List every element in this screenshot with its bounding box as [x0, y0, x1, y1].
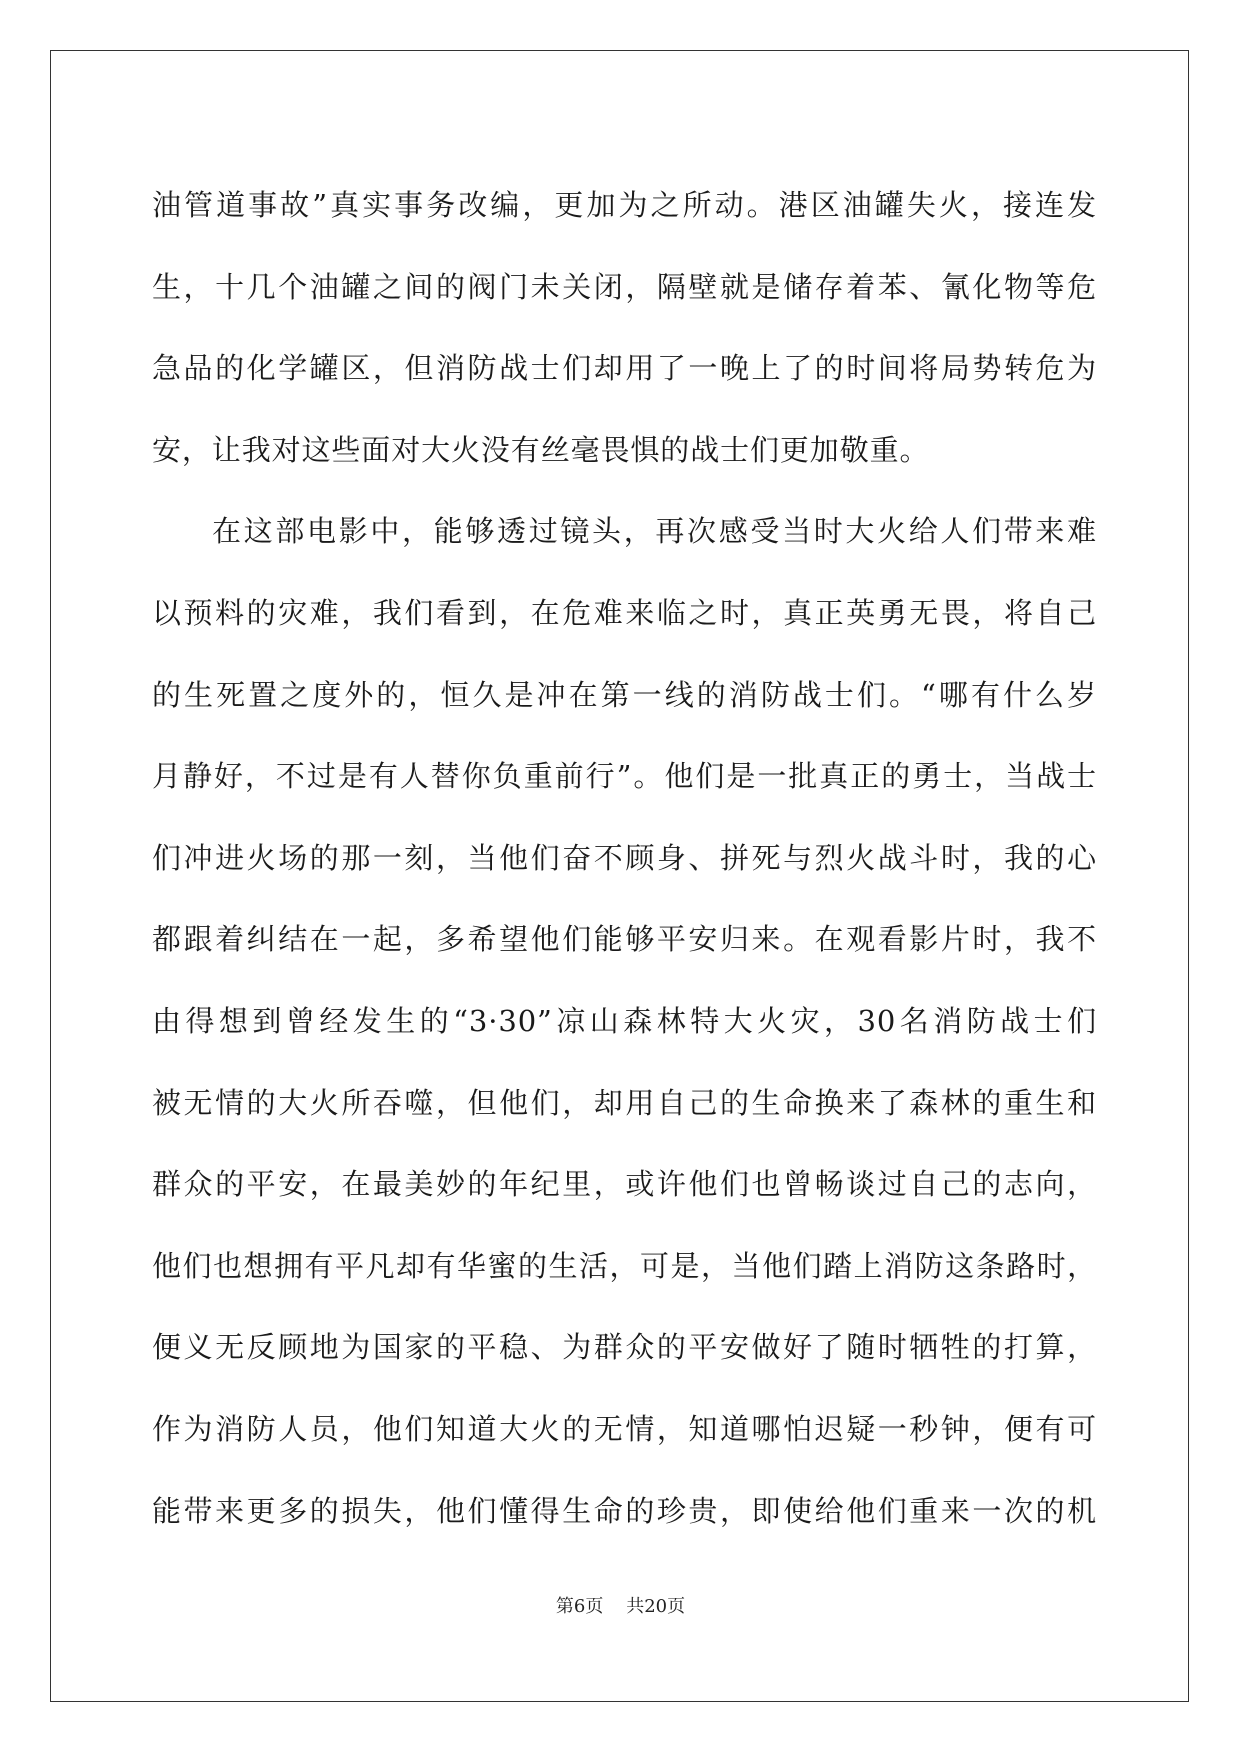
- paragraph-first-line: 在这部电影中，能够透过镜头，再次感受当时大火给人们带来难: [212, 514, 1097, 549]
- paragraph-line: 群众的平安，在最美妙的年纪里，或许他们也曾畅谈过自己的志向，: [152, 1167, 1097, 1202]
- paragraph-line: 油管道事故”真实事务改编，更加为之所动。港区油罐失火，接连发: [152, 188, 1097, 222]
- paragraph-line: 们冲进火场的那一刻，当他们奋不顾身、拼死与烈火战斗时，我的心: [152, 840, 1097, 875]
- document-body: [152, 165, 1097, 1552]
- page-footer: [0, 1592, 1241, 1618]
- paragraph-line: 都跟着纠结在一起，多希望他们能够平安归来。在观看影片时，我不: [152, 922, 1097, 957]
- paragraph-line: 急品的化学罐区，但消防战士们却用了一晚上了的时间将局势转危为: [152, 351, 1097, 386]
- paragraph-line: 便义无反顾地为国家的平稳、为群众的平安做好了随时牺牲的打算，: [152, 1330, 1097, 1365]
- paragraph-line: 他们也想拥有平凡却有华蜜的生活，可是，当他们踏上消防这条路时，: [152, 1248, 1097, 1283]
- paragraph-line: 生，十几个油罐之间的阀门未关闭，隔壁就是储存着苯、氰化物等危: [152, 269, 1097, 304]
- paragraph-line: 的生死置之度外的，恒久是冲在第一线的消防战士们。“哪有什么岁: [152, 677, 1097, 712]
- paragraph-line: 作为消防人员，他们知道大火的无情，知道哪怕迟疑一秒钟，便有可: [152, 1411, 1097, 1446]
- paragraph-line: 月静好，不过是有人替你负重前行”。他们是一批真正的勇士，当战士: [152, 759, 1097, 794]
- paragraph-line: 由得想到曾经发生的“3·30”凉山森林特大火灾，30名消防战士们: [152, 1003, 1097, 1038]
- paragraph-line: 以预料的灾难，我们看到，在危难来临之时，真正英勇无畏，将自己: [152, 595, 1097, 630]
- paragraph-line: 被无情的大火所吞噬，但他们，却用自己的生命换来了森林的重生和: [152, 1085, 1097, 1120]
- paragraph-line: 能带来更多的损失，他们懂得生命的珍贵，即使给他们重来一次的机: [152, 1493, 1097, 1528]
- paragraph-line: 安，让我对这些面对大火没有丝毫畏惧的战士们更加敬重。: [152, 432, 930, 467]
- page-total: 共20页: [626, 1596, 686, 1617]
- page-number: 第6页: [555, 1596, 604, 1617]
